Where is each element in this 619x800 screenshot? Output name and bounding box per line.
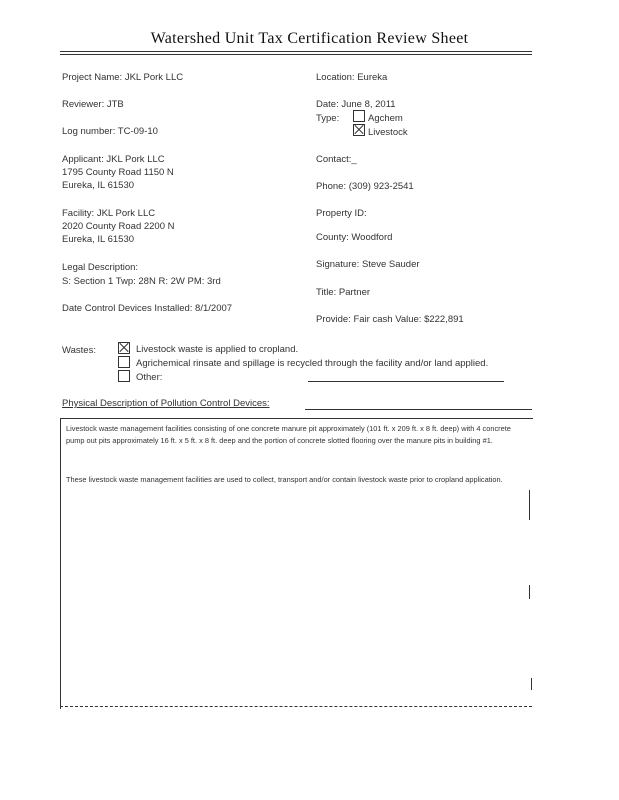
date-installed: Date Control Devices Installed: 8/1/2007 [62,303,233,314]
waste-other-line [308,381,504,382]
box-bottom-line [60,706,532,707]
type-agchem-label: Agchem [368,113,403,124]
signer-title: Title: Partner [316,287,371,298]
project-name: Project Name: JKL Pork LLC [62,72,184,83]
document-title: Watershed Unit Tax Certification Review Sheet [150,30,469,47]
type-agchem-checkbox[interactable] [353,110,365,122]
waste-livestock-label: Livestock waste is applied to cropland. [136,344,299,355]
box-right-tick-3 [531,678,532,690]
log-number: Log number: TC-09-10 [62,126,158,137]
property-id: Property ID: [316,208,367,219]
waste-other-checkbox[interactable] [118,370,130,382]
type-livestock-checkbox[interactable] [353,124,365,136]
description-box [60,418,533,709]
phone: Phone: (309) 923-2541 [316,181,414,192]
applicant-name: Applicant: JKL Pork LLC [62,154,165,165]
description-paragraph-1: Livestock waste management facilities consisting of one concrete manure pit approximately (101 ft. x 209 ft. x 8 ft. deep) with 4 concrete pump out pits approximately 16 ft. x 5 ft. x 8 ft. deep and the portion of concrete slotted flooring over the manure pits in building #1. [66,424,511,445]
contact: Contact:_ [316,154,357,165]
legal-description-label: Legal Description: [62,262,139,273]
applicant-street: 1795 County Road 1150 N [62,167,174,178]
location: Location: Eureka [316,72,388,83]
facility-name: Facility: JKL Pork LLC [62,208,156,219]
county: County: Woodford [316,232,393,243]
fair-cash-value: Provide: Fair cash Value: $222,891 [316,314,464,325]
description-paragraph-2: These livestock waste management facilities are used to collect, transport and/or contain livestock waste prior to cropland application. [66,475,503,484]
physical-description-heading: Physical Description of Pollution Control Devices: [62,398,270,409]
waste-other-label: Other: [136,372,163,383]
type-label: Type: [316,113,340,124]
title-rule-top [60,51,532,52]
waste-agrichemical-label: Agrichemical rinsate and spillage is recycled through the facility and/or land applied. [136,358,489,369]
box-right-tick-2 [529,585,530,599]
applicant-city: Eureka, IL 61530 [62,180,135,191]
facility-city: Eureka, IL 61530 [62,234,135,245]
facility-street: 2020 County Road 2200 N [62,221,175,232]
wastes-label: Wastes: [62,345,96,356]
waste-livestock-checkbox[interactable] [118,342,130,354]
legal-description-value: S: Section 1 Twp: 28N R: 2W PM: 3rd [62,276,221,287]
reviewer: Reviewer: JTB [62,99,124,110]
signature: Signature: Steve Sauder [316,259,420,270]
type-livestock-label: Livestock [368,127,408,138]
physical-heading-line [305,409,532,410]
waste-agrichemical-checkbox[interactable] [118,356,130,368]
title-rule-bottom [60,54,532,55]
box-right-tick-1 [529,490,530,520]
review-date: Date: June 8, 2011 [316,99,396,110]
